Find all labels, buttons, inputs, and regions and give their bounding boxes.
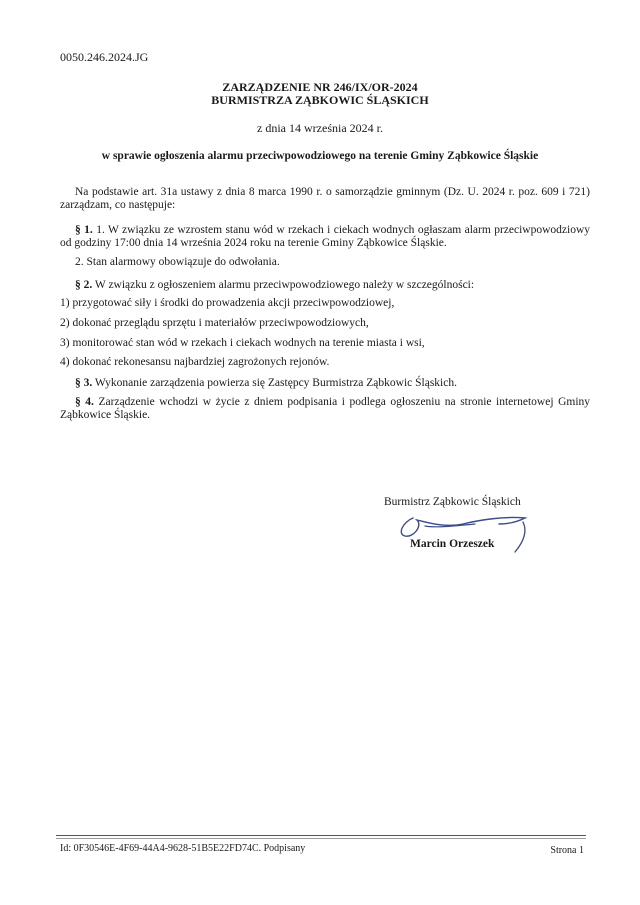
- list-item: 2) dokonać przeglądu sprzętu i materiałów przeciwpowodziowych,: [60, 317, 369, 329]
- section-3: [60, 377, 590, 390]
- section-4: [60, 396, 590, 422]
- document-issuer: BURMISTRZA ZĄBKOWIC ŚLĄSKICH: [211, 93, 429, 107]
- section-4-text: Zarządzenie wchodzi w życie z dniem podpisania i podlega ogłoszeniu na stronie internetowej Gminy Ząbkowice Śląskie.: [60, 396, 591, 421]
- section-1-paragraph-2: 2. Stan alarmowy obowiązuje do odwołania.: [75, 256, 280, 268]
- footer-divider: [56, 835, 586, 836]
- section-1-paragraph-1: [60, 224, 590, 250]
- page-number: Strona 1: [550, 845, 584, 856]
- document-date: z dnia 14 września 2024 r.: [257, 121, 383, 135]
- document-title: ZARZĄDZENIE NR 246/IX/OR-2024: [222, 80, 418, 94]
- section-4-label: § 4.: [75, 396, 94, 408]
- document-subject: w sprawie ogłoszenia alarmu przeciwpowodziowego na terenie Gminy Ząbkowice Śląskie: [101, 150, 539, 162]
- document-number: 0050.246.2024.JG: [60, 50, 149, 64]
- footer-document-id: Id: 0F30546E-4F69-44A4-9628-51B5E22FD74C. Podpisany: [60, 843, 306, 854]
- section-3-text: Wykonanie zarządzenia powierza się Zastępcy Burmistrza Ząbkowic Śląskich.: [94, 377, 457, 389]
- section-3-label: § 3.: [75, 377, 93, 389]
- legal-basis: Na podstawie art. 31a ustawy z dnia 8 marca 1990 r. o samorządzie gminnym (Dz. U. 2024 r. poz. 609 i 721) zarządzam, co następuje:: [60, 186, 590, 211]
- signatory-name: Marcin Orzeszek: [410, 538, 495, 550]
- list-item: 3) monitorować stan wód w rzekach i ciekach wodnych na terenie miasta i wsi,: [60, 337, 425, 349]
- section-2-text: W związku z ogłoszeniem alarmu przeciwpowodziowego należy w szczególności:: [94, 279, 475, 291]
- list-item: 4) dokonać rekonesansu najbardziej zagrożonych rejonów.: [60, 356, 330, 368]
- section-2-label: § 2.: [75, 279, 93, 291]
- signatory-title: Burmistrz Ząbkowic Śląskich: [384, 496, 521, 508]
- footer-divider: [56, 838, 586, 839]
- section-2: [60, 279, 590, 292]
- list-item: 1) przygotować siły i środki do prowadzenia akcji przeciwpowodziowej,: [60, 297, 395, 309]
- section-1-label: § 1.: [75, 224, 93, 236]
- section-1-text: 1. W związku ze wzrostem stanu wód w rzekach i ciekach wodnych ogłaszam alarm przeciwpowodziowy od godziny 17:00 dnia 14 września 2024 roku na terenie Gminy Ząbkowice Śląskie.: [60, 224, 591, 249]
